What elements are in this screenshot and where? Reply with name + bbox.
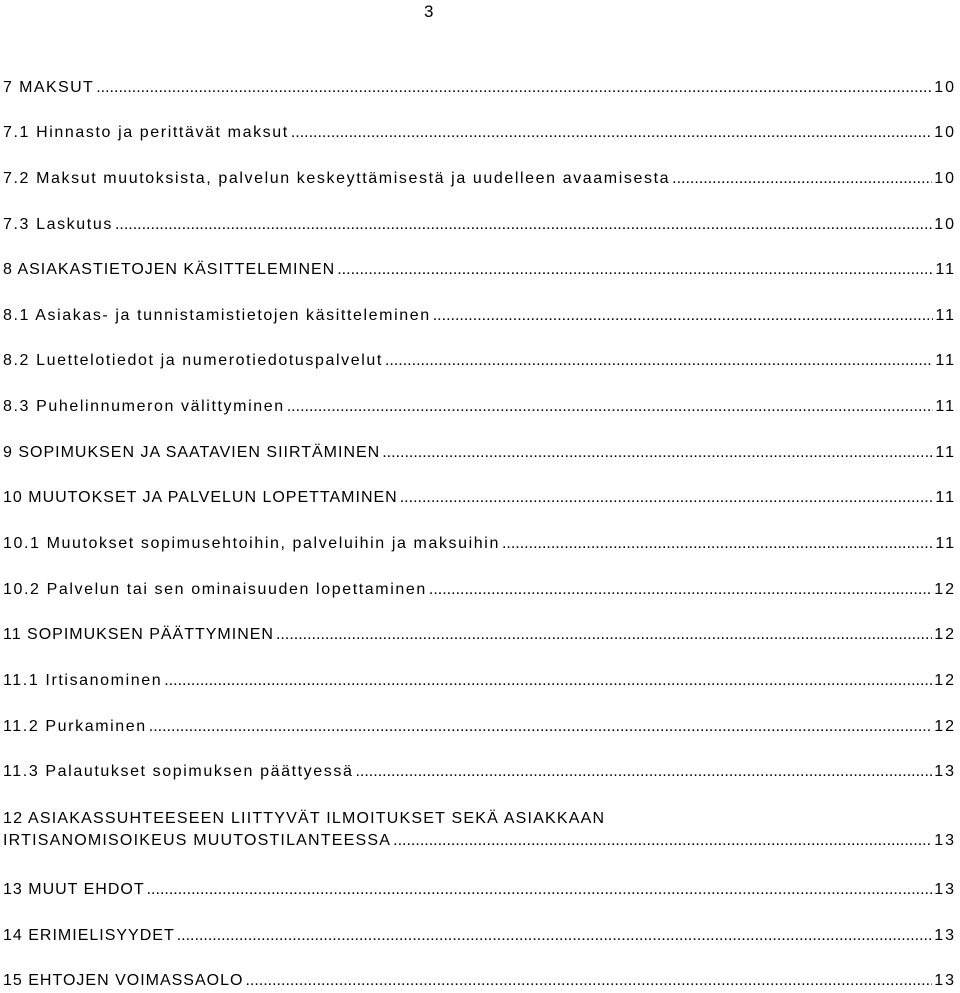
toc-leader-dots	[672, 168, 932, 190]
toc-leader-dots	[147, 879, 933, 901]
toc-entry-page: 13	[934, 881, 956, 898]
toc-entry-page: 12	[934, 626, 956, 643]
toc-entry-page: 13	[934, 927, 956, 944]
toc-entry-page: 11	[935, 489, 956, 506]
toc-entry-label: 7 MAKSUT	[3, 79, 95, 96]
toc-entry-label: 13 MUUT EHDOT	[3, 881, 145, 898]
toc-entry-label: 10.1 Muutokset sopimusehtoihin, palveluihin ja maksuihin	[3, 535, 500, 552]
toc-entry-label: 10 MUUTOKSET JA PALVELUN LOPETTAMINEN	[3, 489, 398, 506]
toc-entry-14[interactable]	[3, 925, 956, 947]
toc-entry-11-3[interactable]	[3, 761, 956, 783]
toc-entry-7[interactable]	[3, 77, 956, 99]
toc-entry-page: 13	[934, 972, 956, 989]
toc-entry-7-3[interactable]	[3, 214, 956, 236]
toc-entry-15[interactable]	[3, 970, 956, 992]
toc-entry-label-line2: IRTISANOMISOIKEUS MUUTOSTILANTEESSA	[3, 832, 392, 849]
toc-leader-dots	[115, 214, 932, 236]
toc-entry-9[interactable]	[3, 442, 956, 464]
toc-entry-page: 13	[934, 763, 956, 780]
toc-entry-page: 10	[934, 79, 956, 96]
toc-leader-dots	[164, 670, 932, 692]
toc-entry-label: 11.2 Purkaminen	[3, 718, 147, 735]
toc-entry-10[interactable]	[3, 487, 956, 509]
toc-leader-dots	[502, 533, 933, 555]
toc-leader-dots	[382, 442, 933, 464]
toc-leader-dots	[291, 122, 932, 144]
toc-entry-page: 12	[934, 672, 956, 689]
toc-leader-dots	[276, 624, 932, 646]
toc-entry-label: 7.2 Maksut muutoksista, palvelun keskeyttämisestä ja uudelleen avaamisesta	[3, 170, 671, 187]
toc-leader-dots	[393, 830, 932, 852]
toc-entry-8-2[interactable]	[3, 350, 956, 372]
toc-entry-label: 8.2 Luettelotiedot ja numerotiedotuspalvelut	[3, 352, 383, 369]
toc-entry-line2	[3, 830, 956, 852]
toc-entry-page: 10	[934, 124, 956, 141]
toc-leader-dots	[149, 716, 932, 738]
toc-entry-label: 11.3 Palautukset sopimuksen päättyessä	[3, 763, 354, 780]
toc-entry-page: 11	[935, 444, 956, 461]
toc-entry-label: 8 ASIAKASTIETOJEN KÄSITTELEMINEN	[3, 261, 336, 278]
toc-entry-7-1[interactable]	[3, 122, 956, 144]
toc-entry-label: 10.2 Palvelun tai sen ominaisuuden lopettaminen	[3, 581, 427, 598]
toc-entry-page: 12	[934, 718, 956, 735]
toc-entry-page: 11	[935, 398, 956, 415]
toc-entry-label: 7.3 Laskutus	[3, 216, 113, 233]
toc-entry-page: 12	[934, 581, 956, 598]
toc-entry-10-1[interactable]	[3, 533, 956, 555]
toc-entry-8[interactable]	[3, 259, 956, 281]
toc-leader-dots	[337, 259, 933, 281]
toc-leader-dots	[429, 579, 932, 601]
toc-leader-dots	[385, 350, 933, 372]
toc-leader-dots	[245, 970, 932, 992]
toc-entry-label: 7.1 Hinnasto ja perittävät maksut	[3, 124, 289, 141]
toc-leader-dots	[355, 761, 932, 783]
toc-leader-dots	[433, 305, 934, 327]
toc-entry-8-1[interactable]	[3, 305, 956, 327]
toc-leader-dots	[400, 487, 934, 509]
toc-entry-label: 8.1 Asiakas- ja tunnistamistietojen käsitteleminen	[3, 307, 431, 324]
toc-entry-page: 13	[934, 832, 956, 849]
toc-entry-label: 11.1 Irtisanominen	[3, 672, 163, 689]
toc-entry-label: 14 ERIMIELISYYDET	[3, 927, 175, 944]
toc-entry-8-3[interactable]	[3, 396, 956, 418]
page-number: 3	[424, 2, 434, 21]
toc-leader-dots	[96, 77, 932, 99]
toc-entry-label-line1: 12 ASIAKASSUHTEESEEN LIITTYVÄT ILMOITUKSET SEKÄ ASIAKKAAN	[3, 810, 606, 827]
toc-entry-label: 8.3 Puhelinnumeron välittyminen	[3, 398, 285, 415]
toc-entry-label: 9 SOPIMUKSEN JA SAATAVIEN SIIRTÄMINEN	[3, 444, 381, 461]
toc-entry-page: 11	[935, 261, 956, 278]
toc-entry-11-1[interactable]	[3, 670, 956, 692]
toc-entry-label: 11 SOPIMUKSEN PÄÄTTYMINEN	[3, 626, 274, 643]
toc-entry-10-2[interactable]	[3, 579, 956, 601]
toc-leader-dots	[287, 396, 934, 418]
toc-entry-page: 10	[934, 216, 956, 233]
toc-entry-11-2[interactable]	[3, 716, 956, 738]
toc-entry-12[interactable]	[3, 808, 956, 852]
toc-entry-page: 11	[935, 307, 956, 324]
toc-leader-dots	[177, 925, 932, 947]
toc-entry-11[interactable]	[3, 624, 956, 646]
toc-entry-7-2[interactable]	[3, 168, 956, 190]
toc-entry-page: 10	[934, 170, 956, 187]
toc-entry-label: 15 EHTOJEN VOIMASSAOLO	[3, 972, 244, 989]
toc-entry-page: 11	[935, 535, 956, 552]
toc-entry-page: 11	[935, 352, 956, 369]
toc-entry-13[interactable]	[3, 879, 956, 901]
